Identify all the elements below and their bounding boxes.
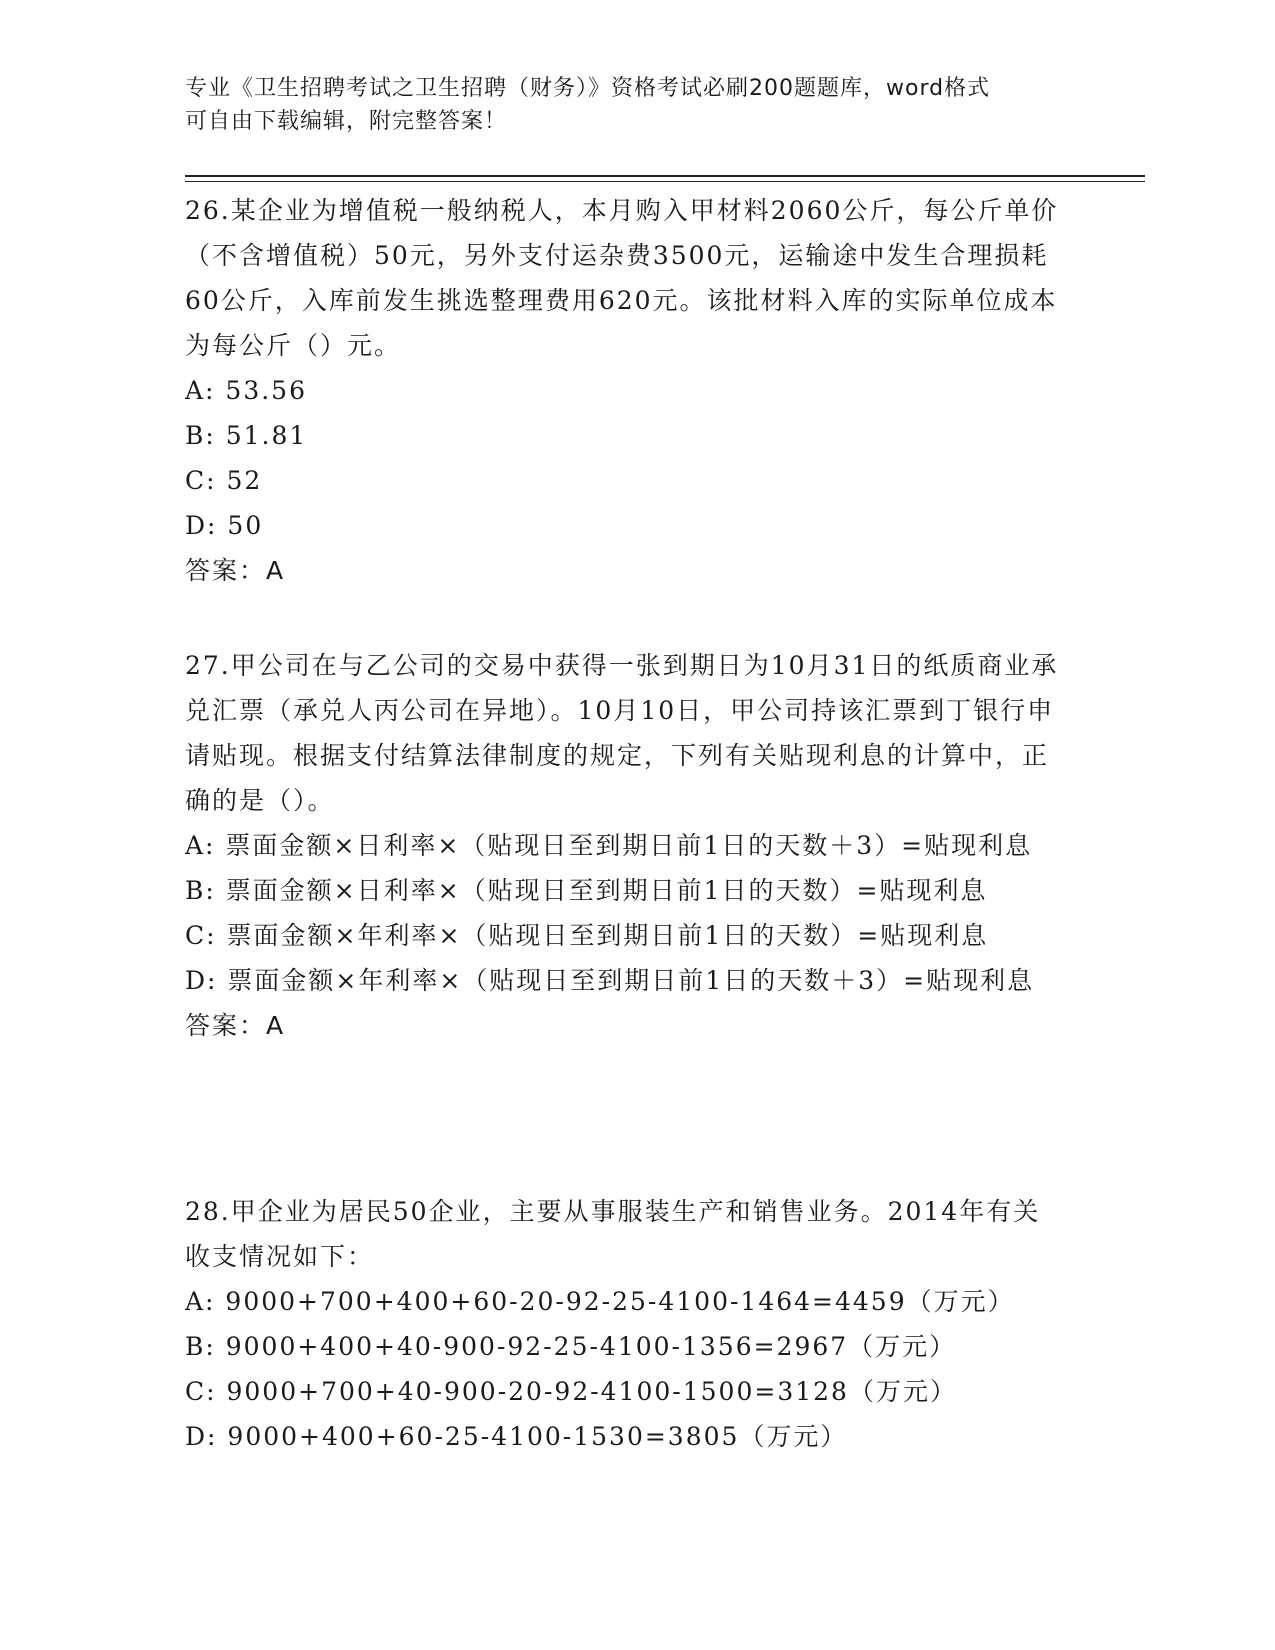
question-stem: 28.甲企业为居民50企业，主要从事服装生产和销售业务。2014年有关收支情况如下： [185,1197,1041,1271]
option-d: D: 票面金额×年利率×（贴现日至到期日前1日的天数＋3）=贴现利息 [185,966,1035,995]
option-c: C: 票面金额×年利率×（贴现日至到期日前1日的天数）=贴现利息 [185,921,989,950]
option-c: C: 9000+700+40-900-20-92-4100-1500=3128（万元） [185,1377,957,1406]
option-d: D: 9000+400+60-25-4100-1530=3805（万元） [185,1422,848,1451]
header-divider-thick [185,175,1145,177]
header-line-2: 可自由下载编辑，附完整答案！ [185,109,508,134]
option-c: C: 52 [185,466,263,495]
question-stem: 27.甲公司在与乙公司的交易中获得一张到期日为10月31日的纸质商业承兑汇票（承兑人丙公司在异地）。10月10日，甲公司持该汇票到丁银行申请贴现。根据支付结算法律制度的规定，下列有关贴现利息的计算中，正确的是（）。 [185,651,1059,815]
question-stem: 26.某企业为增值税一般纳税人，本月购入甲材料2060公斤，每公斤单价（不含增值税）50元，另外支付运杂费3500元，运输途中发生合理损耗60公斤，入库前发生挑选整理费用620元。该批材料入库的实际单位成本为每公斤（）元。 [185,196,1059,360]
option-a: A: 53.56 [185,376,307,405]
option-d: D: 50 [185,511,264,540]
question-28 [185,1189,1065,1459]
option-b: B: 票面金额×日利率×（贴现日至到期日前1日的天数）=贴现利息 [185,876,988,905]
header-line-1: 专业《卫生招聘考试之卫生招聘（财务）》资格考试必刷200题题库，word格式 [185,76,991,101]
option-a: A: 票面金额×日利率×（贴现日至到期日前1日的天数＋3）=贴现利息 [185,831,1033,860]
option-b: B: 9000+400+40-900-92-25-4100-1356=2967（万元） [185,1332,957,1361]
header-divider-thin [185,181,1145,182]
answer: 答案：A [185,556,286,585]
question-26 [185,188,1065,593]
option-a: A: 9000+700+400+60-20-92-25-4100-1464=4459（万元） [185,1287,1015,1316]
answer: 答案：A [185,1011,286,1040]
question-27 [185,643,1065,1048]
document-header [185,72,1065,138]
option-b: B: 51.81 [185,421,308,450]
